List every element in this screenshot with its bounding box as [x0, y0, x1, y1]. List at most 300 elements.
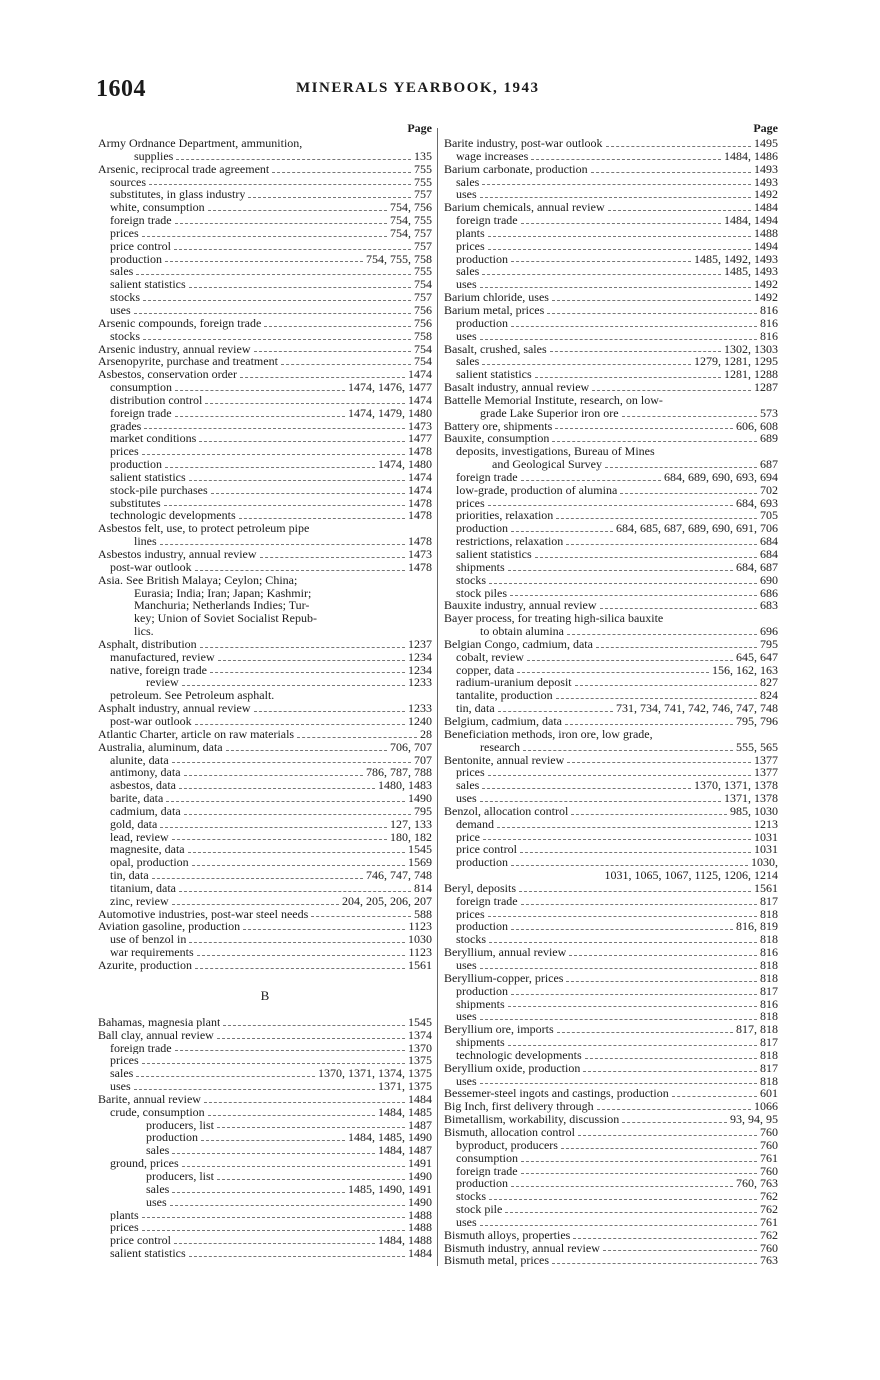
index-entry: [98, 561, 432, 574]
index-entry: [444, 1229, 778, 1242]
dot-leader: [184, 814, 411, 815]
dot-leader: [488, 236, 751, 237]
index-entry-pages: 1030,: [751, 856, 778, 870]
dot-leader: [223, 1025, 405, 1026]
index-entry-pages: 1375: [408, 1054, 432, 1068]
index-entry: [98, 278, 432, 291]
index-entry-label: Bentonite, annual review: [444, 753, 565, 767]
index-entry-pages: 818: [760, 933, 778, 947]
dot-leader: [521, 480, 661, 481]
index-entry-pages: 1487: [408, 1118, 432, 1132]
index-entry: [98, 343, 432, 356]
dot-leader: [217, 1127, 405, 1128]
index-entry-label: Barium chemicals, annual review: [444, 201, 605, 215]
index-entry: [98, 869, 432, 882]
dot-leader: [567, 634, 757, 635]
index-entry: [98, 1016, 432, 1029]
index-entry-pages: 1374: [408, 1028, 432, 1042]
index-entry-pages: 816: [760, 946, 778, 959]
dot-leader: [142, 454, 405, 455]
index-entry-pages: 754, 755: [390, 214, 432, 227]
index-entry: [444, 985, 778, 998]
index-entry-label: Army Ordnance Department, ammunition,: [98, 137, 303, 150]
dot-leader: [511, 929, 733, 930]
index-entry-pages: 824: [760, 689, 778, 703]
index-entry: [444, 522, 778, 535]
index-entry: [98, 240, 432, 253]
index-list-right: [444, 137, 778, 1267]
dot-leader: [218, 660, 405, 661]
dot-leader: [511, 531, 613, 532]
index-entry-pages: 816: [760, 316, 778, 330]
index-column-left: [98, 120, 432, 1260]
dot-leader: [205, 403, 405, 404]
index-entry: [444, 420, 778, 433]
index-entry-pages: 761: [760, 1151, 778, 1165]
index-entry: [444, 355, 778, 368]
index-entry-label: sales: [456, 355, 480, 369]
index-entry-pages: 1484: [754, 201, 778, 215]
dot-leader: [521, 223, 721, 224]
index-entry-label: supplies: [134, 149, 174, 163]
dot-leader: [204, 1102, 405, 1103]
index-entry-pages: 746, 747, 748: [366, 869, 432, 882]
index-entry: [444, 715, 778, 728]
dot-leader: [239, 518, 405, 519]
index-entry-pages: 1493: [754, 175, 778, 189]
index-entry-label: Asbestos industry, annual review: [98, 548, 257, 561]
dot-leader: [489, 942, 757, 943]
dot-leader: [521, 904, 757, 905]
index-entry-pages: 816, 819: [736, 920, 778, 934]
index-entry-label: 1031, 1065, 1067, 1125, 1206, 1214: [604, 869, 778, 882]
index-entry-label: uses: [456, 1010, 477, 1024]
dot-leader: [170, 1205, 405, 1206]
index-entry: [444, 959, 778, 972]
index-entry-label: stocks: [110, 329, 140, 343]
index-entry-pages: 1474, 1480: [378, 458, 432, 471]
index-entry: [98, 612, 432, 625]
index-entry: [98, 432, 432, 445]
index-entry: [444, 1100, 778, 1113]
index-entry-label: deposits, investigations, Bureau of Mines: [456, 445, 655, 459]
index-entry-label: low-grade, production of alumina: [456, 483, 618, 497]
index-entry-label: uses: [456, 1074, 477, 1088]
index-entry-label: Big Inch, first delivery through: [444, 1100, 594, 1114]
index-entry: [98, 741, 432, 754]
index-entry: [444, 176, 778, 189]
index-entry: [444, 394, 778, 407]
index-entry: [444, 214, 778, 227]
index-entry-pages: 760, 763: [736, 1177, 778, 1191]
index-entry: [444, 317, 778, 330]
index-entry-label: Benzol, allocation control: [444, 804, 569, 818]
index-entry-label: use of benzol in: [110, 933, 187, 947]
dot-leader: [480, 197, 751, 198]
index-entry-pages: 985, 1030: [730, 804, 778, 818]
index-entry-label: Asbestos felt, use, to protect petroleum pipe: [98, 522, 310, 536]
dot-leader: [480, 1083, 757, 1084]
dot-leader: [208, 1115, 375, 1116]
index-entry-pages: 1492: [754, 278, 778, 292]
index-entry-label: foreign trade: [456, 470, 518, 484]
dot-leader: [557, 1032, 733, 1033]
index-entry: [98, 638, 432, 651]
index-entry: [98, 715, 432, 728]
index-entry-label: crude, consumption: [110, 1105, 205, 1119]
index-entry-pages: 755: [414, 265, 432, 279]
dot-leader: [184, 775, 363, 776]
index-entry: [98, 150, 432, 163]
index-entry: [98, 895, 432, 908]
index-entry-label: Asbestos, conservation order: [98, 368, 237, 382]
index-entry: [444, 407, 778, 420]
index-entry-label: stock-pile purchases: [110, 483, 208, 497]
index-entry: [444, 240, 778, 253]
index-entry-label: Beryllium-copper, prices: [444, 971, 564, 985]
index-entry-label: key; Union of Soviet Socialist Repub-: [134, 612, 317, 626]
index-entry-label: to obtain alumina: [480, 625, 564, 638]
dot-leader: [143, 339, 411, 340]
dot-leader: [179, 891, 411, 892]
index-entry-pages: 795, 796: [736, 714, 778, 728]
index-entry-label: Bismuth metal, prices: [444, 1254, 549, 1268]
index-entry-label: titanium, data: [110, 881, 176, 895]
dot-leader: [192, 865, 405, 866]
index-entry-label: Beryllium, annual review: [444, 946, 567, 959]
index-entry-pages: 1491: [408, 1157, 432, 1170]
index-entry: [444, 998, 778, 1011]
index-entry-label: Ball clay, annual review: [98, 1028, 214, 1042]
index-entry: [444, 535, 778, 548]
index-entry-label: Beryllium oxide, production: [444, 1061, 581, 1075]
index-entry-label: salient statistics: [110, 470, 186, 484]
index-entry-pages: 818: [760, 959, 778, 972]
index-entry-pages: 1569: [408, 856, 432, 870]
index-entry: [98, 1247, 432, 1260]
index-entry: [98, 689, 432, 702]
index-entry: [98, 1209, 432, 1222]
dot-leader: [489, 583, 757, 584]
index-entry-pages: 756: [414, 303, 432, 317]
index-entry: [98, 1093, 432, 1106]
index-entry-pages: 1480, 1483: [378, 779, 432, 793]
index-entry: [444, 265, 778, 278]
index-entry-label: shipments: [456, 560, 505, 574]
index-entry: [444, 702, 778, 715]
index-entry-label: Bismuth alloys, properties: [444, 1228, 571, 1242]
dot-leader: [195, 724, 405, 725]
index-entry: [444, 664, 778, 677]
index-entry: [444, 741, 778, 754]
index-entry: [444, 1165, 778, 1178]
index-entry: [98, 625, 432, 638]
index-entry: [98, 651, 432, 664]
dot-leader: [165, 467, 375, 468]
index-entry: [98, 1157, 432, 1170]
index-entry: [98, 1119, 432, 1132]
index-entry-pages: 1234: [408, 663, 432, 677]
index-entry: [98, 728, 432, 741]
index-entry: [98, 381, 432, 394]
index-entry: [444, 304, 778, 317]
dot-leader: [199, 441, 405, 442]
dot-leader: [510, 595, 757, 596]
index-entry-label: plants: [110, 1208, 139, 1222]
index-entry: [444, 920, 778, 933]
index-entry: [98, 920, 432, 933]
index-entry-label: stock piles: [456, 586, 507, 600]
index-entry-pages: 1123: [408, 920, 432, 934]
index-entry-pages: 818: [760, 1010, 778, 1024]
dot-leader: [175, 223, 387, 224]
index-entry: [444, 497, 778, 510]
dot-leader: [573, 1238, 757, 1239]
column-divider: [437, 128, 438, 1266]
index-entry-pages: 1485, 1490, 1491: [348, 1182, 432, 1196]
index-entry-label: review: [146, 676, 179, 690]
index-entry-pages: 1484, 1485, 1490: [348, 1131, 432, 1145]
dot-leader: [182, 685, 405, 686]
dot-leader: [511, 865, 748, 866]
dot-leader: [281, 364, 411, 365]
dot-leader: [211, 493, 405, 494]
index-entry-label: manufactured, review: [110, 650, 215, 664]
index-entry: [444, 933, 778, 946]
index-entry: [444, 818, 778, 831]
dot-leader: [550, 351, 721, 352]
index-entry: [98, 458, 432, 471]
index-entry-label: Asphalt industry, annual review: [98, 702, 251, 715]
dot-leader: [527, 660, 733, 661]
index-entry-pages: 601: [760, 1087, 778, 1101]
index-entry-pages: 1484, 1486: [724, 149, 778, 163]
index-entry: [444, 831, 778, 844]
dot-leader: [195, 570, 405, 571]
dot-leader: [600, 608, 757, 609]
dot-leader: [172, 1153, 375, 1154]
index-entry-label: sales: [456, 779, 480, 793]
index-entry: [444, 676, 778, 689]
index-entry-label: sales: [146, 1144, 170, 1158]
index-entry-label: distribution control: [110, 393, 203, 407]
dot-leader: [182, 1166, 405, 1167]
index-entry: [98, 355, 432, 368]
index-entry: [98, 882, 432, 895]
dot-leader: [622, 1122, 727, 1123]
dot-leader: [134, 313, 411, 314]
index-entry-pages: 573: [760, 406, 778, 420]
index-entry-label: Manchuria; Netherlands Indies; Tur-: [134, 599, 310, 613]
index-entry-label: Bismuth, allocation control: [444, 1125, 575, 1139]
index-entry-pages: 588: [414, 907, 432, 921]
index-entry-label: salient statistics: [456, 368, 532, 382]
index-entry-pages: 1281, 1288: [724, 368, 778, 382]
dot-leader: [520, 852, 751, 853]
index-entry: [444, 201, 778, 214]
index-entry-pages: 731, 734, 741, 742, 746, 747, 748: [616, 702, 778, 715]
index-entry: [444, 1152, 778, 1165]
dot-leader: [243, 929, 405, 930]
index-entry-pages: 762: [760, 1228, 778, 1242]
index-entry-label: ground, prices: [110, 1157, 179, 1170]
dot-leader: [578, 1135, 757, 1136]
index-entry-label: foreign trade: [110, 1041, 172, 1055]
dot-leader: [511, 1186, 733, 1187]
index-entry-pages: 1485, 1493: [724, 265, 778, 279]
index-entry-label: uses: [456, 278, 477, 292]
dot-leader: [172, 839, 387, 840]
index-entry: [444, 1203, 778, 1216]
index-entry: [444, 1190, 778, 1203]
index-entry-label: Bimetallism, workability, discussion: [444, 1113, 620, 1126]
index-entry: [98, 702, 432, 715]
index-entry-pages: 684, 685, 687, 689, 690, 691, 706: [616, 522, 778, 536]
index-list-b: [98, 1016, 432, 1260]
dot-leader: [134, 1089, 375, 1090]
index-entry-label: radium-uranium deposit: [456, 676, 572, 690]
index-entry-pages: 786, 787, 788: [366, 766, 432, 780]
index-entry-label: sales: [110, 265, 134, 279]
index-entry-pages: 555, 565: [736, 740, 778, 754]
index-entry: [444, 1062, 778, 1075]
index-entry: [444, 150, 778, 163]
index-entry-pages: 1490: [408, 792, 432, 805]
index-entry-label: Bessemer-steel ingots and castings, production: [444, 1087, 669, 1101]
index-entry-pages: 1492: [754, 291, 778, 304]
index-entry-label: salient statistics: [110, 278, 186, 292]
dot-leader: [189, 1256, 405, 1257]
index-entry-pages: 684, 693: [736, 496, 778, 510]
index-entry-pages: 1371, 1375: [378, 1080, 432, 1093]
index-entry-label: prices: [456, 239, 485, 253]
index-entry-label: consumption: [110, 381, 172, 394]
index-entry: [444, 163, 778, 176]
index-entry-label: Basalt, crushed, sales: [444, 342, 547, 356]
dot-leader: [620, 493, 757, 494]
index-entry-pages: 817, 818: [736, 1023, 778, 1037]
index-entry: [98, 188, 432, 201]
dot-leader: [531, 159, 721, 160]
index-entry-label: foreign trade: [456, 894, 518, 908]
index-entry: [98, 676, 432, 689]
index-entry: [98, 599, 432, 612]
index-entry: [444, 1049, 778, 1062]
dot-leader: [488, 775, 751, 776]
index-entry-label: Arsenic, reciprocal trade agreement: [98, 162, 270, 176]
index-entry-label: Automotive industries, post-war steel needs: [98, 907, 309, 921]
index-entry-pages: 1279, 1281, 1295: [694, 355, 778, 369]
running-title: MINERALS YEARBOOK, 1943: [296, 80, 540, 96]
index-entry-label: Battery ore, shipments: [444, 419, 553, 433]
index-entry-pages: 1370, 1371, 1378: [694, 779, 778, 793]
dot-leader: [480, 1225, 757, 1226]
index-entry-label: Arsenopyrite, purchase and treatment: [98, 355, 278, 369]
index-entry-pages: 818: [760, 971, 778, 985]
index-entry-label: opal, production: [110, 856, 189, 870]
dot-leader: [174, 1243, 375, 1244]
index-entry-pages: 758: [414, 329, 432, 343]
index-entry: [444, 856, 778, 869]
dot-leader: [489, 1199, 757, 1200]
index-entry-label: Barium carbonate, production: [444, 162, 588, 176]
index-entry-pages: 1490: [408, 1169, 432, 1183]
dot-leader: [142, 1217, 405, 1218]
dot-leader: [552, 441, 757, 442]
index-entry: [98, 137, 432, 150]
index-entry-pages: 754, 755, 758: [366, 252, 432, 266]
dot-leader: [142, 1063, 405, 1064]
index-entry-pages: 1490: [408, 1195, 432, 1209]
index-entry-label: Azurite, production: [98, 959, 192, 972]
index-entry-pages: 1474: [408, 368, 432, 382]
index-entry-pages: 756: [414, 316, 432, 330]
index-entry: [444, 1036, 778, 1049]
index-entry: [98, 1080, 432, 1093]
dot-leader: [149, 184, 411, 185]
index-entry-label: stocks: [456, 573, 486, 587]
index-entry-pages: 817: [760, 984, 778, 998]
dot-leader: [143, 300, 411, 301]
dot-leader: [260, 557, 405, 558]
index-entry: [444, 1023, 778, 1036]
index-entry-label: production: [456, 856, 508, 870]
index-entry-pages: 689: [760, 432, 778, 446]
index-entry-label: tin, data: [456, 702, 495, 715]
index-entry-label: white, consumption: [110, 201, 205, 215]
index-entry: [444, 728, 778, 741]
index-entry-label: gold, data: [110, 817, 158, 831]
dot-leader: [200, 647, 405, 648]
index-entry: [98, 805, 432, 818]
index-entry: [444, 1139, 778, 1152]
index-entry-label: sources: [110, 175, 146, 189]
index-entry-label: stocks: [456, 1190, 486, 1204]
index-list-a: [98, 137, 432, 972]
index-entry-pages: 1561: [408, 959, 432, 972]
index-entry-label: copper, data: [456, 663, 515, 677]
dot-leader: [144, 428, 405, 429]
index-entry-pages: 1493: [754, 162, 778, 176]
index-entry-label: Belgian Congo, cadmium, data: [444, 637, 593, 651]
index-entry-pages: 1474, 1479, 1480: [348, 406, 432, 420]
index-entry-pages: 1477: [408, 432, 432, 446]
index-entry: [98, 1042, 432, 1055]
index-entry-pages: 760: [760, 1241, 778, 1255]
index-entry: [98, 227, 432, 240]
index-entry: [444, 587, 778, 600]
index-entry-pages: 1478: [408, 535, 432, 548]
dot-leader: [210, 672, 405, 673]
dot-leader: [176, 159, 411, 160]
index-entry-pages: 816: [760, 329, 778, 343]
dot-leader: [592, 390, 751, 391]
index-entry-label: Bismuth industry, annual review: [444, 1241, 600, 1255]
index-entry-pages: 1484, 1494: [724, 214, 778, 227]
index-entry-label: Beryllium ore, imports: [444, 1023, 554, 1037]
dot-leader: [585, 1058, 757, 1059]
index-entry: [98, 265, 432, 278]
index-entry-label: foreign trade: [110, 406, 172, 420]
index-entry: [444, 1242, 778, 1255]
dot-leader: [179, 788, 375, 789]
index-entry-label: market conditions: [110, 432, 197, 446]
index-entry-label: salient statistics: [110, 1247, 186, 1260]
index-entry: [98, 1196, 432, 1209]
index-entry: [444, 471, 778, 484]
index-entry-pages: 1474, 1476, 1477: [348, 381, 432, 394]
index-entry-label: antimony, data: [110, 766, 181, 780]
